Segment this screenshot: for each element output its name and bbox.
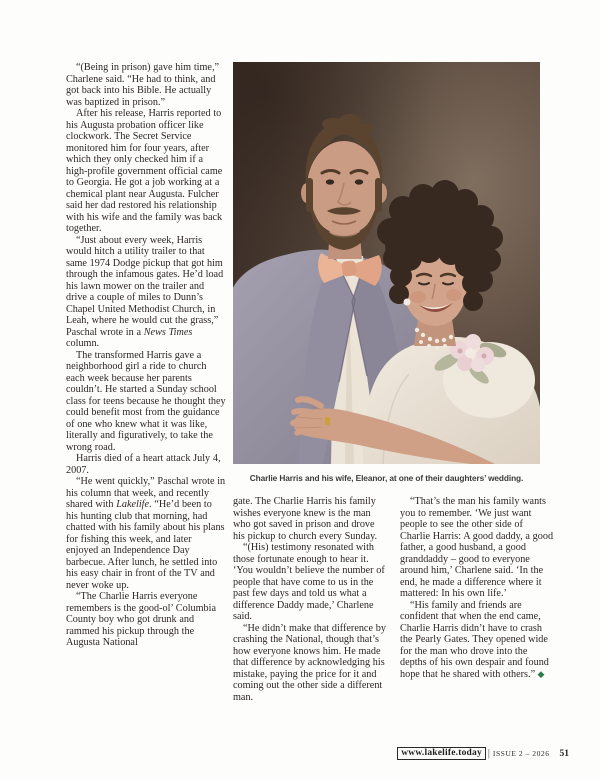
paragraph: “He went quickly,” Paschal wrote in his column that week, and recently shared with Lakelife. “He’d been to his hunting club that morning, had chatted with his family about his plans for fishing this week, and later enjoyed an Independence Day barbecue. After lunch, he settled into his easy chair in front of the TV and never woke up. [66, 476, 226, 591]
article-right-zone [233, 62, 555, 703]
paragraph: “His family and friends are confident that when the end came, Charlie Harris didn’t have to crash the Pearly Gates. They opened wide for the man who drove into the depths of his own despair and found hope that he shared with others.” ◆ [400, 599, 549, 680]
paragraph: After his release, Harris reported to his Augusta probation officer like clockwork. The Secret Service monitored him for four years, after which they only checked him if a high-profile government official came to Georgia. He got a job working at a chemical plant near Augusta. Fulcher said her dad restored his relationship with his wife and the family was back together. [66, 108, 223, 234]
paragraph: “The Charlie Harris everyone remembers is the good-ol’ Columbia County boy who got drunk and rammed his pickup through the Augusta National [66, 591, 216, 648]
bottom-columns [233, 496, 555, 703]
site-badge: www.lakelife.today [397, 747, 486, 760]
photo-caption: Charlie Harris and his wife, Eleanor, at one of their daughters’ wedding. [249, 473, 524, 483]
paragraph: The transformed Harris gave a neighborhood girl a ride to church each week because her parents couldn’t. He started a Sunday school class for teens because he thought they could benefit most from the guidance of one who knew what it was like, literally and figuratively, to take the wrong road. [66, 349, 226, 453]
paragraph: “That’s the man his family wants you to remember. ‘We just want people to see the other side of Charlie Harris: A good daddy, a good father, a good husband, a good granddaddy – good to everyone around him,’ Charlene said. ‘In the end, he made a difference where it mattered: In his own life.’ [400, 496, 554, 599]
article-column-right [400, 496, 555, 703]
end-mark: ◆ [535, 668, 545, 679]
paragraph: gate. The Charlie Harris his family wishes everyone knew is the man who got saved in prison and drove his pickup to church every Sunday. [233, 496, 378, 542]
paragraph: “(Being in prison) gave him time,” Charlene said. “He had to think, and got back into his Bible. He actually was baptized in prison.” [66, 62, 220, 108]
paragraph: “(His) testimony resonated with those fortunate enough to hear it. ‘You wouldn’t believe the number of people that have come to us in the past few days and told us what a difference Daddy made,’ Charlene said. [233, 542, 385, 622]
wedding-photo-illustration [233, 62, 540, 464]
page-footer [397, 747, 569, 760]
issue-label: ISSUE 2 – 2026 [492, 749, 550, 758]
article-body [66, 62, 555, 703]
article-column-middle [233, 496, 388, 703]
paragraph: “Just about every week, Harris would hitch a utility trailer to that same 1974 Dodge pickup that got him through the infamous gates. He’d load his lawn mower on the trailer and drive a couple of miles to Dunn’s Chapel United Methodist Church, in Leah, where he would cut the grass,” Paschal wrote in a News Times column. [66, 234, 224, 349]
page-number: 51 [559, 748, 569, 759]
paragraph: Harris died of a heart attack July 4, 2007. [66, 453, 221, 476]
paragraph: “He didn’t make that difference by crashing the National, though that’s how everyone knows him. He made that difference by acknowledging his mistake, paying the price for it and coming out the other side a different man. [233, 622, 386, 703]
footer-separator: | [487, 748, 490, 759]
article-column-left [66, 62, 226, 703]
wedding-photo [233, 62, 540, 464]
